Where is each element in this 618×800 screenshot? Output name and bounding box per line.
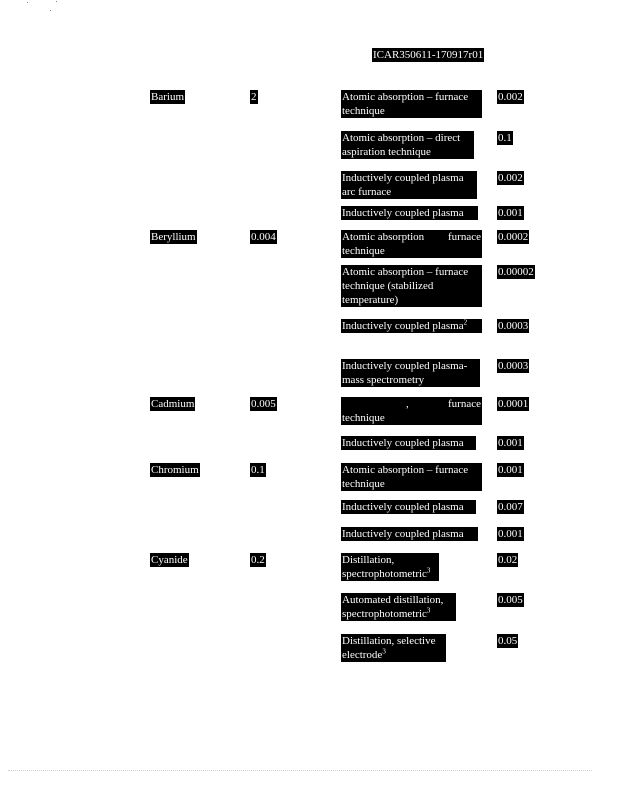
method-detection-limit: 0.002 [498,172,523,184]
method-text: Atomic absorption – direct aspiration technique [341,131,474,159]
scan-speck [27,2,28,3]
mcl-value: 0.1 [251,464,265,476]
method-text-justified [341,397,482,425]
method-text-main: Inductively coupled plasma [342,320,464,332]
method-line [342,397,481,411]
method-text-part: , [406,398,409,410]
method-detection-limit: 0.00002 [498,266,534,278]
method-text: Atomic absorption – furnace technique (stabilized temperature) [341,265,482,307]
method-detection-limit: 0.001 [498,464,523,476]
method-text: Inductively coupled plasma-mass spectrometry [341,359,480,387]
method-detection-limit: 0.1 [498,132,512,144]
method-text: Atomic absorption – furnace technique [341,463,482,491]
method-text-part: technique [342,245,385,257]
analyte-name: Cadmium [151,398,195,410]
method-text: Atomic absorption – furnace technique [341,90,482,118]
method-text-part: furnace [448,398,481,410]
method-detection-limit: 0.0003 [498,360,529,372]
method-text: Inductively coupled plasma arc furnace [341,171,477,199]
analyte-name: Chromium [151,464,199,476]
method-detection-limit: 0.05 [498,635,518,647]
method-text-part: furnace [448,231,481,243]
mcl-value: 0.005 [251,398,276,410]
method-text: Inductively coupled plasma [341,500,476,514]
analyte-name: Barium [151,91,184,103]
method-text-main: Distillation, spectrophotometric [342,554,427,580]
method-detection-limit: 0.02 [498,554,518,566]
mcl-value: 0.004 [251,231,276,243]
footnote-marker: 3 [382,647,386,656]
method-detection-limit: 0.002 [498,91,523,103]
scan-speck [50,10,51,11]
mcl-value: 2 [251,91,257,103]
method-text-part: Atomic absorption [342,231,425,243]
method-text [341,553,439,581]
method-detection-limit: 0.001 [498,437,523,449]
analyte-name: Beryllium [151,231,196,243]
footnote-marker: 3 [426,606,431,615]
method-line [342,230,481,244]
method-text [341,634,446,662]
analyte-name: Cyanide [151,554,188,566]
method-text: Inductively coupled plasma [341,527,478,541]
method-detection-limit: 0.0003 [498,320,529,332]
method-text-main: Distillation, selective electrode [342,635,436,661]
method-detection-limit: 0.001 [498,207,523,219]
method-text [341,319,482,333]
method-text [341,593,456,621]
method-detection-limit: 0.005 [498,594,523,606]
method-text: Inductively coupled plasma [341,206,478,220]
method-detection-limit: 0.001 [498,528,523,540]
method-text: Inductively coupled plasma [341,436,476,450]
document-id: ICAR350611-170917r01 [373,49,484,61]
scan-speck [56,1,57,2]
footnote-marker: 3 [426,566,431,575]
page-divider [8,770,592,771]
method-detection-limit: 0.0001 [498,398,529,410]
method-detection-limit: 0.007 [498,501,523,513]
footnote-marker: 2 [463,318,468,327]
method-detection-limit: 0.0002 [498,231,529,243]
method-text-justified [341,230,482,258]
mcl-value: 0.2 [251,554,265,566]
method-text-main: Automated distillation, spectrophotometric [342,594,444,620]
method-text-part: technique [342,412,385,424]
